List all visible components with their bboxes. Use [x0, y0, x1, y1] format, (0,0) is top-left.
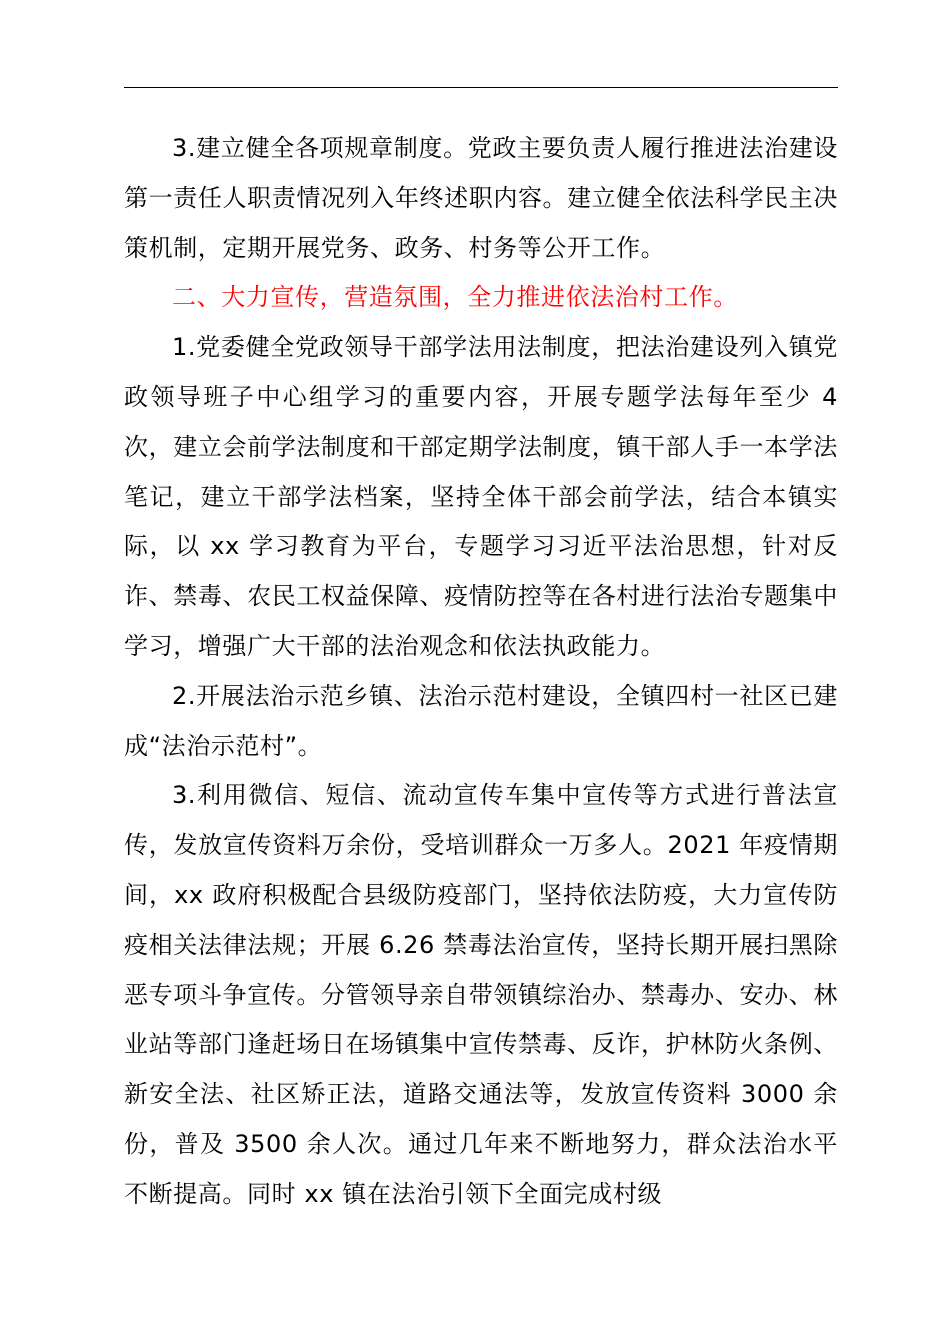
paragraph-rules-system: 3.建立健全各项规章制度。党政主要负责人履行推进法治建设第一责任人职责情况列入年终述职内容。建立健全依法科学民主决策机制，定期开展党务、政务、村务等公开工作。	[124, 134, 838, 262]
paragraph-demonstration-villages: 2.开展法治示范乡镇、法治示范村建设，全镇四村一社区已建成“法治示范村”。	[124, 681, 838, 760]
paragraph-legal-publicity: 3.利用微信、短信、流动宣传车集中宣传等方式进行普法宣传，发放宣传资料万余份，受培训群众一万多人。2021 年疫情期间，xx 政府积极配合县级防疫部门，坚持依法防疫，大力宣传防疫相关法律法规；开展 6.26 禁毒法治宣传，坚持长期开展扫黑除恶专项斗争宣传。分管领导亲自带领镇综治办、禁毒办、安办、林业站等部门逢赶场日在场镇集中宣传禁毒、反诈，护林防火条例、新安全法、社区矫正法，道路交通法等，发放宣传资料 3000 余份，普及 3500 余人次。通过几年来不断地努力，群众法治水平不断提高。同时 xx 镇在法治引领下全面完成村级	[124, 781, 838, 1208]
header-rule	[124, 87, 838, 88]
section-heading-publicity: 二、大力宣传，营造氛围，全力推进依法治村工作。	[172, 283, 738, 312]
paragraph-law-study: 1.党委健全党政领导干部学法用法制度，把法治建设列入镇党政领导班子中心组学习的重要内容，开展专题学法每年至少 4 次，建立会前学法制度和干部定期学法制度，镇干部人手一本学法笔记，建立干部学法档案，坚持全体干部会前学法，结合本镇实际，以 xx 学习教育为平台，专题学习习近平法治思想，针对反诈、禁毒、农民工权益保障、疫情防控等在各村进行法治专题集中学习，增强广大干部的法治观念和依法执政能力。	[124, 333, 838, 660]
document-body	[124, 124, 838, 1220]
